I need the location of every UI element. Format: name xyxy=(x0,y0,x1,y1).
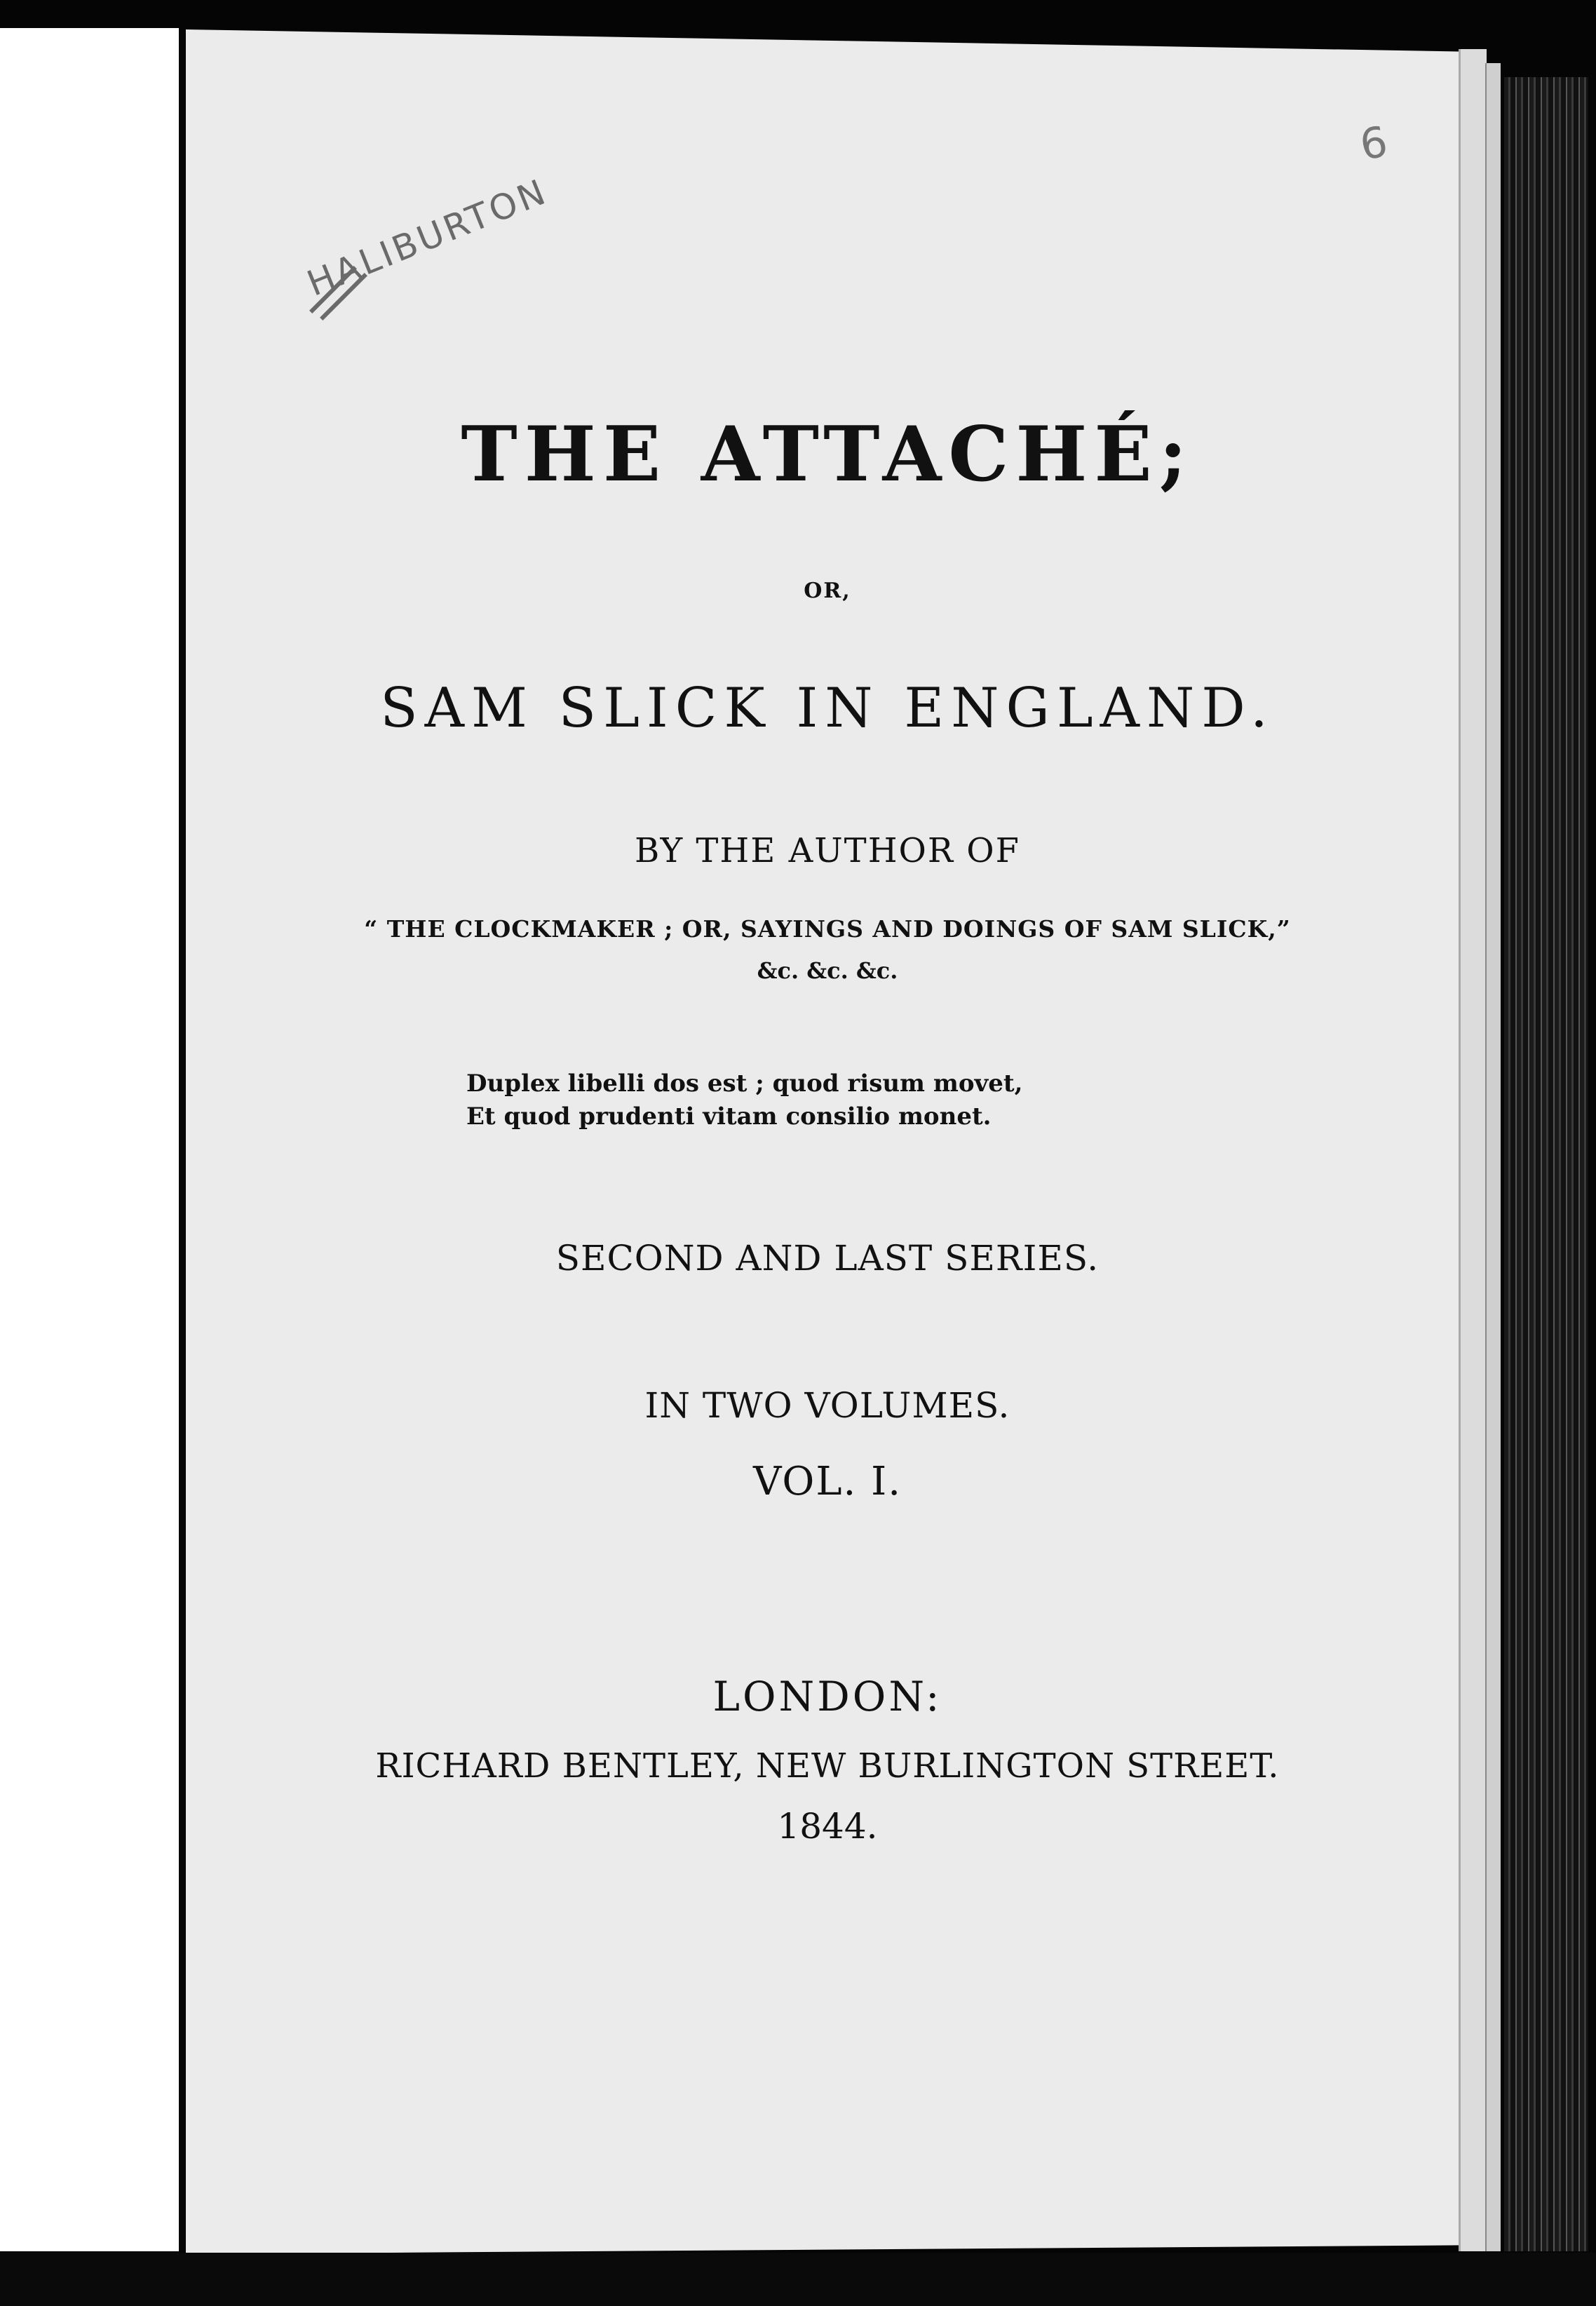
publisher-line: RICHARD BENTLEY, NEW BURLINGTON STREET. xyxy=(375,1746,1280,1786)
bottom-shadow xyxy=(0,2253,1596,2306)
motto-line-1: Duplex libelli dos est ; quod risum movet, xyxy=(466,1070,1023,1098)
volumes-line: IN TWO VOLUMES. xyxy=(644,1385,1010,1426)
publication-year: 1844. xyxy=(777,1806,878,1847)
series-line: SECOND AND LAST SERIES. xyxy=(555,1238,1100,1279)
book-spine xyxy=(1504,77,1588,2251)
motto-line-2: Et quod prudenti vitam consilio monet. xyxy=(466,1103,992,1131)
title-page xyxy=(186,29,1469,2254)
book-subtitle: SAM SLICK IN ENGLAND. xyxy=(380,677,1275,740)
book-title: THE ATTACHÉ; xyxy=(461,410,1194,499)
handwritten-author-note: HALIBURTON xyxy=(302,170,553,304)
left-blank-page xyxy=(0,28,179,2251)
title-conjunction: OR, xyxy=(804,579,851,603)
publication-place: LONDON: xyxy=(712,1673,942,1720)
page-edge xyxy=(1459,49,1487,2251)
handwritten-corner-mark: 6 xyxy=(1356,117,1391,170)
etcetera-line: &c. &c. &c. xyxy=(757,957,898,984)
page-edge-inner xyxy=(1485,63,1501,2251)
previous-work: “ THE CLOCKMAKER ; OR, SAYINGS AND DOINGS OF SAM SLICK,” xyxy=(364,915,1291,943)
author-line: BY THE AUTHOR OF xyxy=(635,831,1020,870)
volume-number: VOL. I. xyxy=(752,1459,902,1504)
